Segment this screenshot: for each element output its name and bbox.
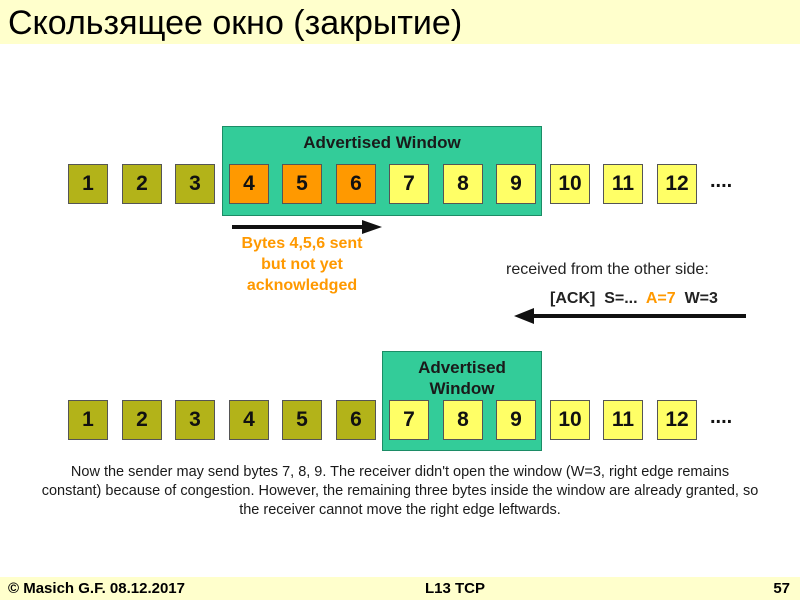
ack-seq: S=... xyxy=(604,290,638,307)
ack-flag: [ACK] xyxy=(550,290,596,307)
byte-cell: 12 xyxy=(657,400,697,440)
byte-cell: 8 xyxy=(443,400,483,440)
byte-cell: 4 xyxy=(229,400,269,440)
byte-cell: 5 xyxy=(282,164,322,204)
bytes-sent-note-line-2: but not yet xyxy=(261,256,343,273)
byte-cell: 11 xyxy=(603,164,643,204)
byte-cell: 9 xyxy=(496,400,536,440)
top-ellipsis: .... xyxy=(710,170,733,192)
footer-page-number: 57 xyxy=(773,580,790,597)
byte-cell: 11 xyxy=(603,400,643,440)
ack-number: A=7 xyxy=(645,290,676,307)
byte-cell: 1 xyxy=(68,400,108,440)
footer-bar xyxy=(0,577,800,600)
byte-cell: 1 xyxy=(68,164,108,204)
slide-title: Скользящее окно (закрытие) xyxy=(8,4,463,42)
advertised-window-label-line-2: Window xyxy=(429,379,495,398)
byte-cell: 2 xyxy=(122,164,162,204)
byte-cell: 3 xyxy=(175,164,215,204)
byte-cell: 7 xyxy=(389,400,429,440)
byte-cell: 12 xyxy=(657,164,697,204)
byte-cell: 10 xyxy=(550,164,590,204)
ack-arrow xyxy=(512,307,748,325)
advertised-window-label-line-1: Advertised xyxy=(418,358,506,377)
footer-author: © Masich G.F. 08.12.2017 xyxy=(8,580,185,597)
bytes-sent-note-line-3: acknowledged xyxy=(246,277,358,294)
ack-segment xyxy=(550,290,718,308)
bottom-ellipsis: .... xyxy=(710,406,733,428)
byte-cell: 6 xyxy=(336,400,376,440)
byte-cell: 5 xyxy=(282,400,322,440)
byte-cell: 7 xyxy=(389,164,429,204)
byte-cell: 10 xyxy=(550,400,590,440)
advertised-window-label: Advertised Window xyxy=(303,133,461,152)
footer-topic: L13 TCP xyxy=(425,580,486,597)
byte-cell: 2 xyxy=(122,400,162,440)
explanation-text: Now the sender may send bytes 7, 8, 9. The receiver didn't open the window (W=3, right edge remains constant) because of congestion. However, the remaining three bytes inside the window are already granted, so the receiver cannot move the right edge leftwards. xyxy=(41,464,759,518)
bytes-sent-note xyxy=(222,233,382,296)
title-bar xyxy=(0,0,800,44)
byte-cell: 6 xyxy=(336,164,376,204)
byte-cell: 9 xyxy=(496,164,536,204)
byte-cell: 3 xyxy=(175,400,215,440)
advertised-window-top xyxy=(222,126,542,216)
bytes-sent-note-line-1: Bytes 4,5,6 sent xyxy=(241,235,363,252)
byte-cell: 4 xyxy=(229,164,269,204)
received-label: received from the other side: xyxy=(506,261,709,278)
byte-cell: 8 xyxy=(443,164,483,204)
ack-window: W=3 xyxy=(684,290,718,307)
